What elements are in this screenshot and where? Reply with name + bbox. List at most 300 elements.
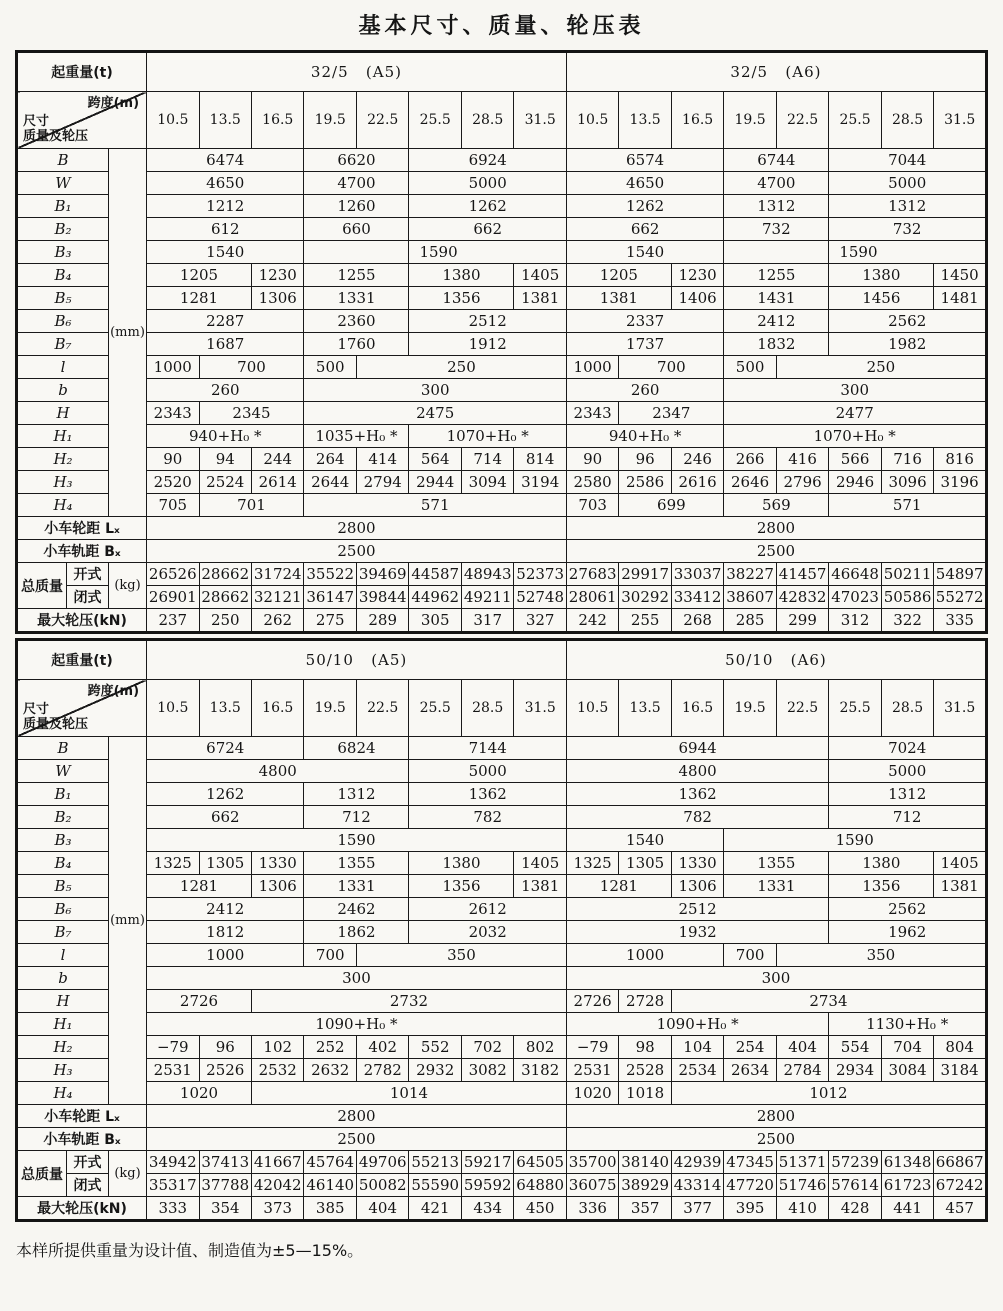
value-cell: 1590 xyxy=(724,829,987,852)
span-value-header: 19.5 xyxy=(724,680,776,737)
value-cell: 6574 xyxy=(566,149,723,172)
value-cell: 402 xyxy=(356,1036,408,1059)
span-value-header: 10.5 xyxy=(566,92,618,149)
value-cell: 28061 xyxy=(566,586,618,609)
corner-span-label: 跨度(m) xyxy=(87,96,140,111)
span-value-header: 31.5 xyxy=(934,92,987,149)
dimension-label: B₃ xyxy=(17,829,109,852)
value-cell: 39844 xyxy=(356,586,408,609)
value-cell: 289 xyxy=(356,609,408,633)
value-cell: 2644 xyxy=(304,471,356,494)
table-row xyxy=(17,898,987,921)
value-cell: 457 xyxy=(934,1197,987,1221)
value-cell: 1590 xyxy=(147,829,567,852)
value-cell: 2337 xyxy=(566,310,723,333)
value-cell: 49706 xyxy=(356,1151,408,1174)
table-row xyxy=(17,494,987,517)
value-cell: 55590 xyxy=(409,1174,461,1197)
value-cell: 441 xyxy=(881,1197,933,1221)
value-cell: 61348 xyxy=(881,1151,933,1174)
value-cell: 250 xyxy=(356,356,566,379)
value-cell: 357 xyxy=(619,1197,671,1221)
value-cell: 500 xyxy=(304,356,356,379)
value-cell: 1380 xyxy=(829,264,934,287)
value-cell: 1000 xyxy=(566,356,618,379)
value-cell: 1355 xyxy=(724,852,829,875)
value-cell: 703 xyxy=(566,494,618,517)
dimension-label: H₄ xyxy=(17,494,109,517)
value-cell: 35700 xyxy=(566,1151,618,1174)
dimension-label: H₂ xyxy=(17,448,109,471)
dimension-label: H xyxy=(17,990,109,1013)
value-cell: 59592 xyxy=(461,1174,513,1197)
value-cell: 1012 xyxy=(671,1082,986,1105)
value-cell: 44962 xyxy=(409,586,461,609)
value-cell: 268 xyxy=(671,609,723,633)
table-row xyxy=(17,680,987,737)
value-cell: 262 xyxy=(252,609,304,633)
value-cell: 1331 xyxy=(304,875,409,898)
span-value-header: 10.5 xyxy=(566,680,618,737)
dimension-label: l xyxy=(17,356,109,379)
value-cell: 264 xyxy=(304,448,356,471)
value-cell: 1325 xyxy=(566,852,618,875)
unit-mm: (mm) xyxy=(109,149,147,517)
value-cell: 46140 xyxy=(304,1174,356,1197)
value-cell: 1212 xyxy=(147,195,304,218)
value-cell: 90 xyxy=(147,448,199,471)
value-cell: 2500 xyxy=(566,540,986,563)
dimension-label: B xyxy=(17,149,109,172)
value-cell: 1380 xyxy=(829,852,934,875)
value-cell: 300 xyxy=(724,379,987,402)
value-cell: 1380 xyxy=(409,264,514,287)
value-cell: 1356 xyxy=(409,287,514,310)
value-cell: 700 xyxy=(304,944,356,967)
value-cell: 1760 xyxy=(304,333,409,356)
trolley-wheelbase-label: 小车轮距 Lₓ xyxy=(17,517,147,540)
value-cell: 7044 xyxy=(829,149,987,172)
value-cell: 732 xyxy=(724,218,829,241)
value-cell: 2347 xyxy=(619,402,724,425)
value-cell: 385 xyxy=(304,1197,356,1221)
value-cell: 1020 xyxy=(147,1082,252,1105)
value-cell: 1812 xyxy=(147,921,304,944)
value-cell: 3082 xyxy=(461,1059,513,1082)
value-cell: 6744 xyxy=(724,149,829,172)
value-cell: 1380 xyxy=(409,852,514,875)
dimension-label: B₂ xyxy=(17,218,109,241)
span-value-header: 22.5 xyxy=(356,680,408,737)
value-cell: 32121 xyxy=(252,586,304,609)
value-cell: 571 xyxy=(304,494,566,517)
value-cell: 416 xyxy=(776,448,828,471)
value-cell: 29917 xyxy=(619,563,671,586)
value-cell: 3096 xyxy=(881,471,933,494)
dimension-label: H₃ xyxy=(17,471,109,494)
table-row xyxy=(17,1151,987,1174)
value-cell: 1481 xyxy=(934,287,987,310)
table-row xyxy=(17,586,987,609)
dimension-label: B₆ xyxy=(17,310,109,333)
corner-mass-pressure-label: 质量及轮压 xyxy=(23,129,89,145)
max-wheel-pressure-label: 最大轮压(kN) xyxy=(17,609,147,633)
table-row xyxy=(17,640,987,680)
value-cell: 395 xyxy=(724,1197,776,1221)
value-cell: 2524 xyxy=(199,471,251,494)
value-cell: 2794 xyxy=(356,471,408,494)
dimension-label: H₃ xyxy=(17,1059,109,1082)
value-cell: 61723 xyxy=(881,1174,933,1197)
value-cell: 1018 xyxy=(619,1082,671,1105)
value-cell: 554 xyxy=(829,1036,881,1059)
span-value-header: 16.5 xyxy=(252,680,304,737)
dimension-label: B₄ xyxy=(17,264,109,287)
value-cell: 1205 xyxy=(566,264,671,287)
value-cell: 1281 xyxy=(147,875,252,898)
value-cell: 41457 xyxy=(776,563,828,586)
value-cell: 4650 xyxy=(566,172,723,195)
value-cell: 335 xyxy=(934,609,987,633)
value-cell: 3184 xyxy=(934,1059,987,1082)
table-row xyxy=(17,287,987,310)
value-cell: 237 xyxy=(147,609,199,633)
value-cell: 300 xyxy=(566,967,986,990)
value-cell: 275 xyxy=(304,609,356,633)
value-cell: 704 xyxy=(881,1036,933,1059)
value-cell: 2726 xyxy=(566,990,618,1013)
value-cell: 45764 xyxy=(304,1151,356,1174)
dimensions-table-32-5 xyxy=(15,50,988,634)
value-cell: 2512 xyxy=(409,310,566,333)
table-row xyxy=(17,563,987,586)
value-cell: 51371 xyxy=(776,1151,828,1174)
value-cell: 714 xyxy=(461,448,513,471)
value-cell: 30292 xyxy=(619,586,671,609)
value-cell: 3196 xyxy=(934,471,987,494)
open-type-label: 开式 xyxy=(67,1151,109,1174)
table-row xyxy=(17,149,987,172)
value-cell: 662 xyxy=(566,218,723,241)
table-row xyxy=(17,333,987,356)
value-cell: 1312 xyxy=(829,195,987,218)
value-cell: 300 xyxy=(304,379,566,402)
value-cell: 700 xyxy=(724,944,776,967)
value-cell: 2032 xyxy=(409,921,566,944)
value-cell: 42939 xyxy=(671,1151,723,1174)
span-value-header: 31.5 xyxy=(514,92,566,149)
value-cell: 700 xyxy=(619,356,724,379)
value-cell: 1255 xyxy=(304,264,409,287)
value-cell: 2520 xyxy=(147,471,199,494)
value-cell: 1912 xyxy=(409,333,566,356)
dimension-label: B xyxy=(17,737,109,760)
table-row xyxy=(17,1013,987,1036)
value-cell: 90 xyxy=(566,448,618,471)
total-mass-label: 总质量 xyxy=(17,563,67,609)
value-cell: 46648 xyxy=(829,563,881,586)
capacity-header-a5: 32/5 (A5) xyxy=(147,52,567,92)
value-cell: 2580 xyxy=(566,471,618,494)
value-cell: 2531 xyxy=(147,1059,199,1082)
total-mass-label: 总质量 xyxy=(17,1151,67,1197)
value-cell: 2646 xyxy=(724,471,776,494)
value-cell: 6824 xyxy=(304,737,409,760)
value-cell: 1014 xyxy=(252,1082,567,1105)
value-cell: 2784 xyxy=(776,1059,828,1082)
value-cell: 2586 xyxy=(619,471,671,494)
value-cell: 1737 xyxy=(566,333,723,356)
value-cell: 712 xyxy=(829,806,987,829)
value-cell: 38607 xyxy=(724,586,776,609)
value-cell: 2343 xyxy=(566,402,618,425)
table-row xyxy=(17,402,987,425)
trolley-wheelbase-label: 小车轮距 Lₓ xyxy=(17,1105,147,1128)
value-cell: 1406 xyxy=(671,287,723,310)
value-cell: 37788 xyxy=(199,1174,251,1197)
value-cell: 57239 xyxy=(829,1151,881,1174)
value-cell: 2634 xyxy=(724,1059,776,1082)
table-row xyxy=(17,852,987,875)
span-value-header: 31.5 xyxy=(514,680,566,737)
value-cell: 2412 xyxy=(724,310,829,333)
table-row xyxy=(17,92,987,149)
value-cell: 50211 xyxy=(881,563,933,586)
value-cell: 2512 xyxy=(566,898,828,921)
value-cell: 266 xyxy=(724,448,776,471)
value-cell: 1362 xyxy=(566,783,828,806)
table-row xyxy=(17,471,987,494)
capacity-header-a5: 50/10 (A5) xyxy=(147,640,567,680)
value-cell: 782 xyxy=(409,806,566,829)
value-cell: 6924 xyxy=(409,149,566,172)
dimension-label: B₇ xyxy=(17,333,109,356)
value-cell: 1262 xyxy=(566,195,723,218)
span-value-header: 10.5 xyxy=(147,680,199,737)
value-cell: 55272 xyxy=(934,586,987,609)
max-wheel-pressure-label: 最大轮压(kN) xyxy=(17,1197,147,1221)
value-cell: 33037 xyxy=(671,563,723,586)
value-cell: 1362 xyxy=(409,783,566,806)
value-cell: 1000 xyxy=(147,944,304,967)
value-cell: 421 xyxy=(409,1197,461,1221)
value-cell: 414 xyxy=(356,448,408,471)
table-row xyxy=(17,760,987,783)
value-cell: 2287 xyxy=(147,310,304,333)
value-cell: 1540 xyxy=(147,241,304,264)
span-value-header: 13.5 xyxy=(619,680,671,737)
value-cell: 52373 xyxy=(514,563,566,586)
value-cell: 569 xyxy=(724,494,829,517)
dimension-label: H₂ xyxy=(17,1036,109,1059)
span-value-header: 19.5 xyxy=(724,92,776,149)
value-cell: 1456 xyxy=(829,287,934,310)
value-cell: 252 xyxy=(304,1036,356,1059)
value-cell: 4650 xyxy=(147,172,304,195)
value-cell: 1687 xyxy=(147,333,304,356)
value-cell: 1000 xyxy=(147,356,199,379)
dimensions-table-50-10 xyxy=(15,638,988,1222)
value-cell: 67242 xyxy=(934,1174,987,1197)
dimension-label: W xyxy=(17,760,109,783)
value-cell: 98 xyxy=(619,1036,671,1059)
span-value-header: 19.5 xyxy=(304,92,356,149)
value-cell: 333 xyxy=(147,1197,199,1221)
dimension-label: H xyxy=(17,402,109,425)
corner-mass-pressure-label: 质量及轮压 xyxy=(23,717,89,733)
value-cell: 1590 xyxy=(829,241,987,264)
value-cell: 64880 xyxy=(514,1174,566,1197)
value-cell: 300 xyxy=(147,967,567,990)
span-value-header: 31.5 xyxy=(934,680,987,737)
table-row xyxy=(17,1036,987,1059)
value-cell: 41667 xyxy=(252,1151,304,1174)
value-cell: 6724 xyxy=(147,737,304,760)
value-cell: 242 xyxy=(566,609,618,633)
value-cell: 1356 xyxy=(409,875,514,898)
dimension-label: B₁ xyxy=(17,783,109,806)
value-cell: 94 xyxy=(199,448,251,471)
corner-dimension-label: 尺寸 xyxy=(23,702,50,717)
value-cell: 7024 xyxy=(829,737,987,760)
value-cell: 566 xyxy=(829,448,881,471)
value-cell: 1325 xyxy=(147,852,199,875)
table-row xyxy=(17,783,987,806)
value-cell: 2562 xyxy=(829,898,987,921)
value-cell: 33412 xyxy=(671,586,723,609)
value-cell: 3094 xyxy=(461,471,513,494)
value-cell: 1090+H₀ * xyxy=(147,1013,567,1036)
closed-type-label: 闭式 xyxy=(67,1174,109,1197)
value-cell: 1306 xyxy=(252,875,304,898)
value-cell: 500 xyxy=(724,356,776,379)
unit-kg: (kg) xyxy=(109,563,147,609)
corner-span-label: 跨度(m) xyxy=(87,684,140,699)
value-cell: 2360 xyxy=(304,310,409,333)
value-cell: 2534 xyxy=(671,1059,723,1082)
dimension-label: l xyxy=(17,944,109,967)
value-cell: 312 xyxy=(829,609,881,633)
value-cell: 322 xyxy=(881,609,933,633)
span-value-header: 28.5 xyxy=(881,92,933,149)
corner-dimension-label: 尺寸 xyxy=(23,114,50,129)
span-value-header: 25.5 xyxy=(409,92,461,149)
value-cell: 2462 xyxy=(304,898,409,921)
table-body-50-10 xyxy=(17,640,987,1221)
value-cell: 1405 xyxy=(514,264,566,287)
value-cell: 1281 xyxy=(147,287,252,310)
table-row xyxy=(17,379,987,402)
span-value-header: 10.5 xyxy=(147,92,199,149)
value-cell: 1381 xyxy=(566,287,671,310)
value-cell: 940+H₀ * xyxy=(147,425,304,448)
value-cell: 1405 xyxy=(514,852,566,875)
span-value-header: 13.5 xyxy=(199,92,251,149)
value-cell: 34942 xyxy=(147,1151,199,1174)
value-cell: 5000 xyxy=(829,760,987,783)
span-value-header: 19.5 xyxy=(304,680,356,737)
value-cell: 6620 xyxy=(304,149,409,172)
value-cell: 1330 xyxy=(671,852,723,875)
value-cell: 1862 xyxy=(304,921,409,944)
value-cell: 39469 xyxy=(356,563,408,586)
value-cell: 1331 xyxy=(304,287,409,310)
table-row xyxy=(17,517,987,540)
value-cell: 2562 xyxy=(829,310,987,333)
value-cell: 2528 xyxy=(619,1059,671,1082)
page-title: 基本尺寸、质量、轮压表 xyxy=(358,14,645,39)
value-cell: 4800 xyxy=(147,760,409,783)
value-cell: 42832 xyxy=(776,586,828,609)
value-cell: 434 xyxy=(461,1197,513,1221)
table-row xyxy=(17,875,987,898)
value-cell: 4800 xyxy=(566,760,828,783)
value-cell: 26901 xyxy=(147,586,199,609)
value-cell: 1281 xyxy=(566,875,671,898)
span-value-header: 25.5 xyxy=(409,680,461,737)
value-cell: 2616 xyxy=(671,471,723,494)
value-cell: 35317 xyxy=(147,1174,199,1197)
value-cell: 373 xyxy=(252,1197,304,1221)
value-cell: 5000 xyxy=(829,172,987,195)
value-cell: 2934 xyxy=(829,1059,881,1082)
value-cell: 404 xyxy=(776,1036,828,1059)
value-cell: 705 xyxy=(147,494,199,517)
table-row xyxy=(17,264,987,287)
value-cell xyxy=(304,241,409,264)
table-row xyxy=(17,172,987,195)
open-type-label: 开式 xyxy=(67,563,109,586)
value-cell: 1262 xyxy=(147,783,304,806)
value-cell: 1932 xyxy=(566,921,828,944)
span-value-header: 25.5 xyxy=(829,92,881,149)
table-row xyxy=(17,1082,987,1105)
value-cell: 404 xyxy=(356,1197,408,1221)
table-row xyxy=(17,448,987,471)
value-cell: 38929 xyxy=(619,1174,671,1197)
value-cell: 47345 xyxy=(724,1151,776,1174)
value-cell: 66867 xyxy=(934,1151,987,1174)
value-cell: 2800 xyxy=(147,1105,567,1128)
dimension-label: B₂ xyxy=(17,806,109,829)
value-cell: 305 xyxy=(409,609,461,633)
value-cell: 2932 xyxy=(409,1059,461,1082)
dimension-label: H₁ xyxy=(17,1013,109,1036)
table-row xyxy=(17,356,987,379)
value-cell: 49211 xyxy=(461,586,513,609)
value-cell: 250 xyxy=(199,609,251,633)
dimension-label: B₆ xyxy=(17,898,109,921)
value-cell: 612 xyxy=(147,218,304,241)
value-cell: 47023 xyxy=(829,586,881,609)
value-cell: 2343 xyxy=(147,402,199,425)
value-cell: 732 xyxy=(829,218,987,241)
table-row xyxy=(17,806,987,829)
value-cell: 1381 xyxy=(934,875,987,898)
value-cell: 48943 xyxy=(461,563,513,586)
value-cell: 1306 xyxy=(671,875,723,898)
value-cell: 285 xyxy=(724,609,776,633)
value-cell: 55213 xyxy=(409,1151,461,1174)
table-row xyxy=(17,1059,987,1082)
value-cell: 3084 xyxy=(881,1059,933,1082)
value-cell: 96 xyxy=(619,448,671,471)
span-value-header: 16.5 xyxy=(671,680,723,737)
value-cell: 250 xyxy=(776,356,986,379)
value-cell: 2532 xyxy=(252,1059,304,1082)
value-cell: 57614 xyxy=(829,1174,881,1197)
table-row xyxy=(17,944,987,967)
